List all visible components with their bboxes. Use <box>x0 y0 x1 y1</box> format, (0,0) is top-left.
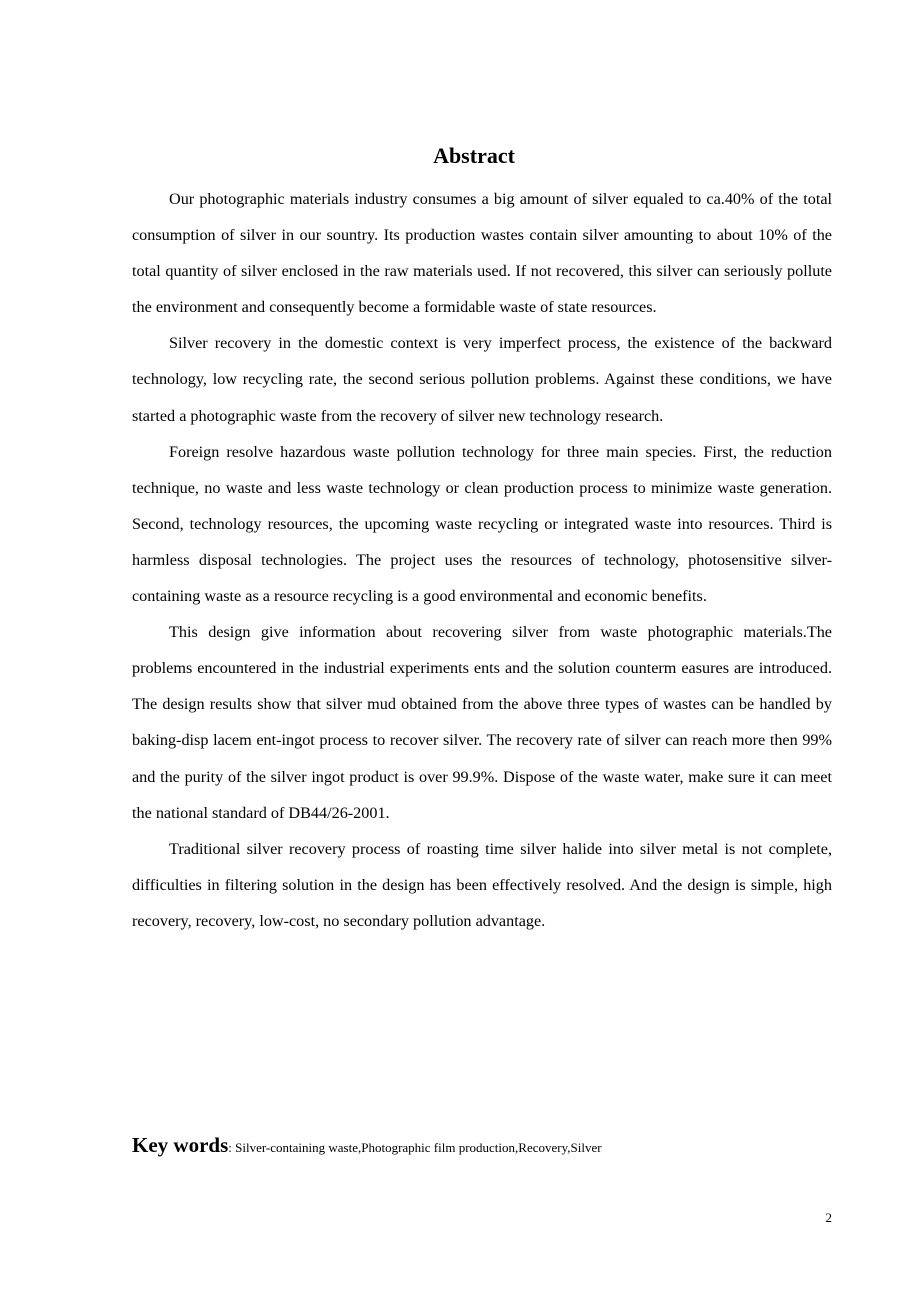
abstract-paragraph-3: Foreign resolve hazardous waste pollution technology for three main species. First, the reduction technique, no waste and less waste technology or clean production process to minimize waste generation. Second, technology resources, the upcoming waste recycling or integrated waste into resources. Third is harmless disposal technologies. The project uses the resources of technology, photosensitive silver-containing waste as a resource recycling is a good environmental and economic benefits. <box>132 442 832 606</box>
keywords-separator: : <box>228 1140 236 1155</box>
abstract-paragraph-4: This design give information about recovering silver from waste photographic materials.The problems encountered in the industrial experiments ents and the solution counterm easures are introduced. The design results show that silver mud obtained from the above three types of wastes can be handled by baking-disp lacem ent-ingot process to recover silver. The recovery rate of silver can reach more then 99% and the purity of the silver ingot product is over 99.9%. Dispose of the waste water, make sure it can meet the national standard of DB44/26-2001. <box>132 623 832 822</box>
keywords-label: Key words <box>132 1133 229 1157</box>
abstract-title: Abstract <box>433 143 515 168</box>
keywords-list: Silver-containing waste,Photographic film production,Recovery,Silver <box>235 1140 602 1155</box>
abstract-paragraph-1: Our photographic materials industry consumes a big amount of silver equaled to ca.40% of the total consumption of silver in our sountry. Its production wastes contain silver amounting to about 10% of the total quantity of silver enclosed in the raw materials used. If not recovered, this silver can seriously pollute the environment and consequently become a formidable waste of state resources. <box>132 190 832 317</box>
abstract-body <box>132 181 832 939</box>
keywords-line <box>132 1129 852 1164</box>
abstract-paragraph-2: Silver recovery in the domestic context is very imperfect process, the existence of the backward technology, low recycling rate, the second serious pollution problems. Against these conditions, we have started a photographic waste from the recovery of silver new technology research. <box>132 334 832 425</box>
abstract-paragraph-5: Traditional silver recovery process of roasting time silver halide into silver metal is not complete, difficulties in filtering solution in the design has been effectively resolved. And the design is simple, high recovery, recovery, low-cost, no secondary pollution advantage. <box>132 839 832 930</box>
page-number: 2 <box>825 1210 832 1225</box>
